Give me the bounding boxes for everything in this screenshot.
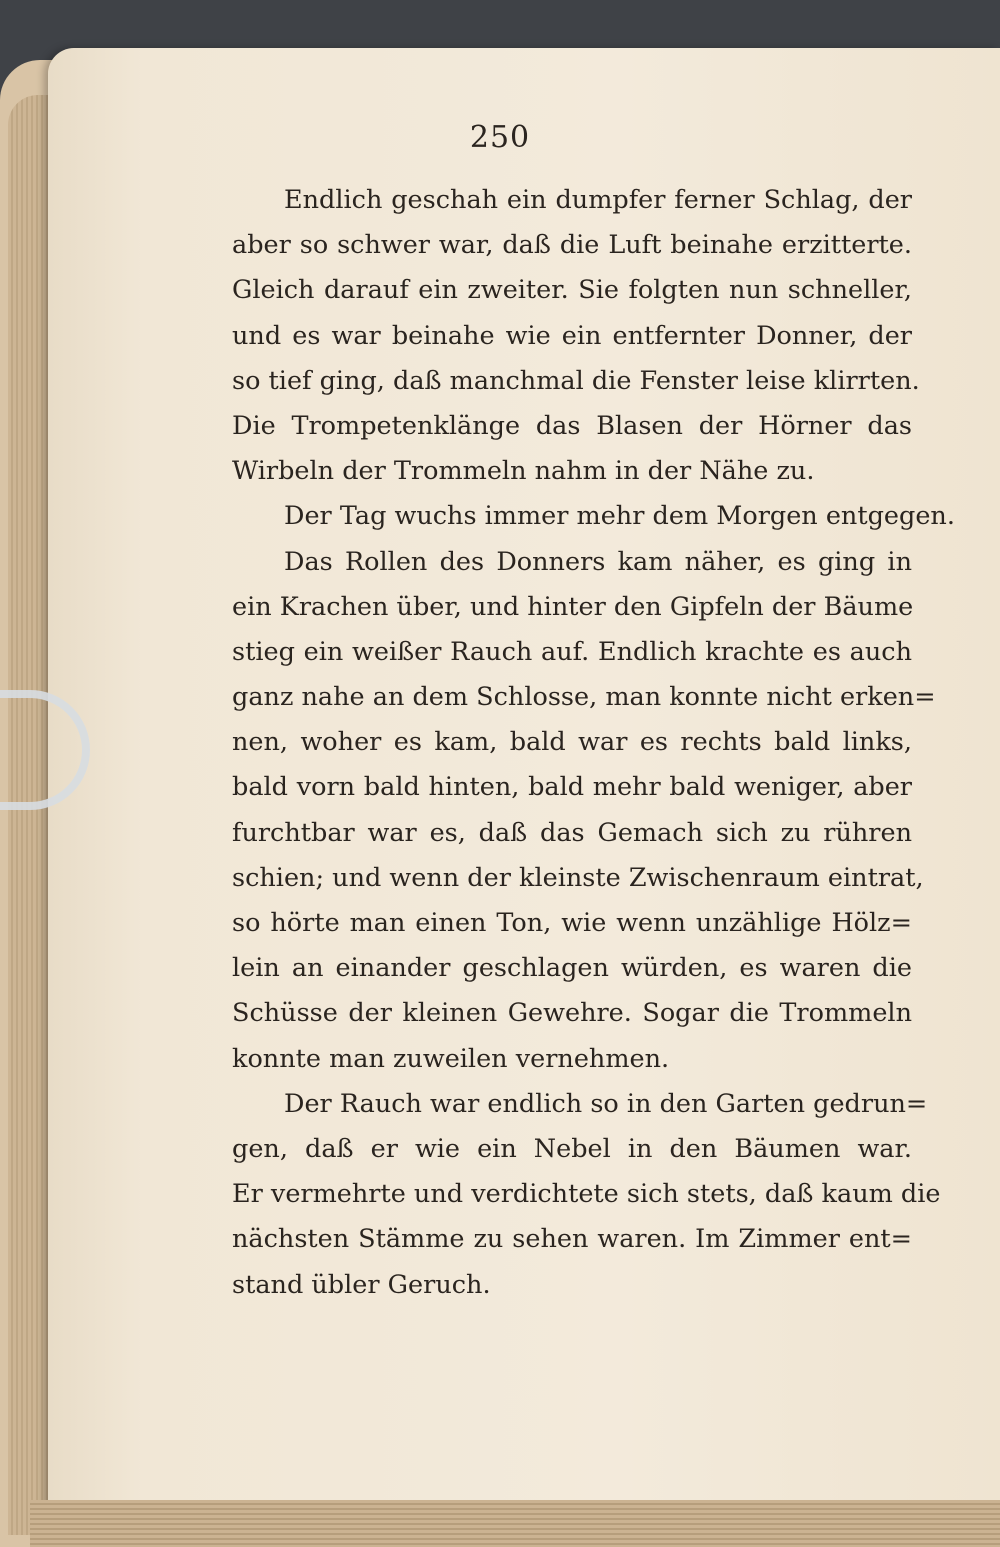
page-edges-bottom xyxy=(30,1500,1000,1547)
text-line: nächsten Stämme zu sehen waren. Im Zimmer ent= xyxy=(232,1224,912,1255)
text-line: stand übler Geruch. xyxy=(232,1269,491,1300)
text-line: aber so schwer war, daß die Luft beinahe erzitterte. xyxy=(232,230,912,261)
paragraph xyxy=(232,1082,941,1308)
text-line: Gleich darauf ein zweiter. Sie folgten nun schneller, xyxy=(232,275,912,306)
text-line: Er vermehrte und verdichtete sich stets, daß kaum die xyxy=(232,1179,941,1210)
text-line: Der Tag wuchs immer mehr dem Morgen entgegen. xyxy=(284,501,955,532)
page-number: 250 xyxy=(469,120,531,155)
text-line: konnte man zuweilen vernehmen. xyxy=(232,1043,670,1074)
text-line: Endlich geschah ein dumpfer ferner Schlag, der xyxy=(284,185,912,215)
text-line: bald vorn bald hinten, bald mehr bald weniger, aber xyxy=(232,772,912,803)
text-line: Die Trompetenklänge das Blasen der Hörner das xyxy=(232,410,912,441)
text-line: schien; und wenn der kleinste Zwischenraum eintrat, xyxy=(232,862,924,893)
text-line: so tief ging, daß manchmal die Fenster leise klirrten. xyxy=(232,365,920,396)
text-line: Wirbeln der Trommeln nahm in der Nähe zu. xyxy=(232,456,815,487)
text-line: so hörte man einen Ton, wie wenn unzählige Hölz= xyxy=(232,908,912,938)
text-line: Das Rollen des Donners kam näher, es ging in xyxy=(284,546,912,577)
text-line: Der Rauch war endlich so in den Garten gedrun= xyxy=(284,1088,928,1119)
paragraph xyxy=(232,494,955,539)
text-line: stieg ein weißer Rauch auf. Endlich krachte es auch xyxy=(232,636,912,667)
paragraph xyxy=(232,540,936,1082)
paragraph xyxy=(232,178,920,494)
text-line: lein an einander geschlagen würden, es waren die xyxy=(232,953,912,984)
text-line: furchtbar war es, daß das Gemach sich zu rühren xyxy=(232,817,912,848)
text-line: ein Krachen über, und hinter den Gipfeln der Bäume xyxy=(232,591,914,622)
text-line: ganz nahe an dem Schlosse, man konnte nicht erken= xyxy=(232,682,936,713)
text-line: und es war beinahe wie ein entfernter Donner, der xyxy=(232,320,912,351)
text-line: Schüsse der kleinen Gewehre. Sogar die Trommeln xyxy=(232,998,912,1029)
text-line: nen, woher es kam, bald war es rechts bald links, xyxy=(232,727,912,758)
body-text xyxy=(232,178,955,1308)
text-line: gen, daß er wie ein Nebel in den Bäumen war. xyxy=(232,1133,912,1164)
